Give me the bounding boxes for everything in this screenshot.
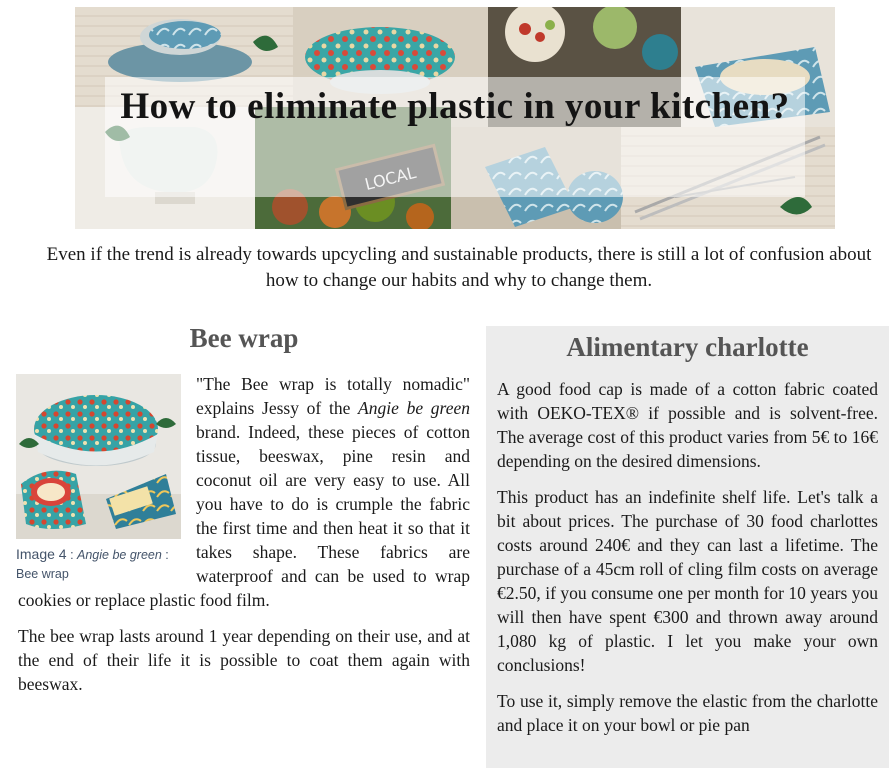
bee-wrap-paragraph-2: The bee wrap lasts around 1 year depending on their use, and at the end of their life it is possible to coat them again with beeswax.: [18, 626, 470, 694]
bee-wrap-figure-caption: [16, 545, 188, 584]
header-banner: [75, 7, 835, 229]
caption-number: Image 4: [16, 546, 67, 562]
charlotte-panel: [486, 326, 889, 768]
charlotte-paragraph-1: A good food cap is made of a cotton fabric coated with OEKO-TEX® if possible and is solvent-free. The average cost of this product varies from 5€ to 16€ depending on the desired dimensions.: [497, 379, 878, 471]
caption-source: Angie be green: [77, 548, 162, 562]
caption-label: : Bee wrap: [16, 548, 169, 581]
charlotte-paragraph-2: This product has an indefinite shelf life. Let's talk a bit about prices. The purchase of 30 food charlottes costs around 240€ and they can last a lifetime. The purchase of a 45cm roll of cling film costs on average €2.50, if you consume one per month for 10 years you will then have spent €300 and thrown away around 1,080 kg of plastic. I let you make your own conclusions!: [497, 487, 878, 675]
charlotte-paragraph-3: To use it, simply remove the elastic from the charlotte and place it on your bowl or pie pan: [497, 691, 878, 735]
bee-wrap-heading: Bee wrap: [189, 323, 299, 353]
bee-wrap-paragraph-1-rest: brand. Indeed, these pieces of cotton tissue, beeswax, pine resin and coconut oil are very easy to use. All you have to do is crumple the fabric the first time and then heat it so that it takes shape. These fabrics are waterproof and can be used to wrap cookies or replace plastic food film.: [18, 422, 470, 610]
charlotte-body: [486, 377, 889, 737]
bee-wrap-figure: [16, 374, 188, 584]
caption-separator: :: [66, 548, 78, 562]
bee-wrap-section: [18, 372, 470, 708]
bee-wrap-photo: [16, 374, 181, 539]
bee-wrap-quote: "The Bee wrap is totally nomadic" explains Jessy of the: [196, 374, 470, 418]
page-title: How to eliminate plastic in your kitchen?: [120, 86, 790, 127]
brand-name: Angie be green: [358, 398, 470, 418]
charlotte-heading: Alimentary charlotte: [566, 332, 809, 362]
intro-paragraph: Even if the trend is already towards upcycling and sustainable products, there is still a lot of confusion about how to change our habits and why to change them.: [46, 244, 872, 291]
